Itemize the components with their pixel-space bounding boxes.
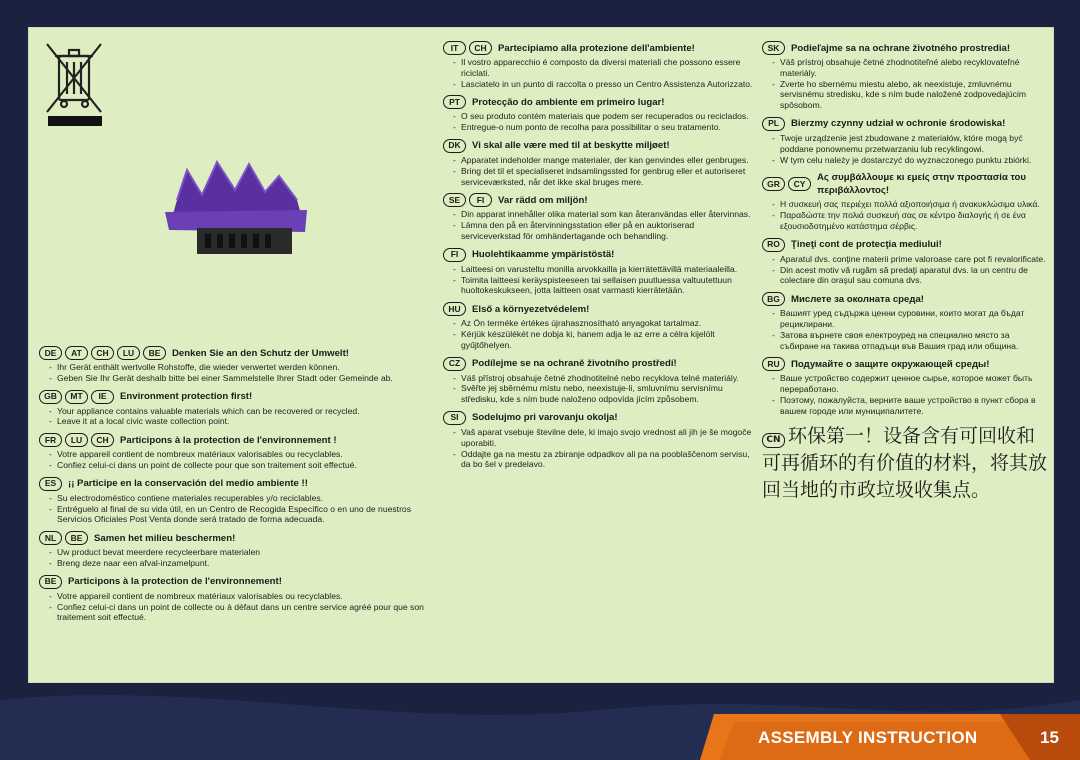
section-title: Ας συμβάλλουμε κι εμείς στην προστασία του περιβάλλοντος! — [817, 172, 1026, 197]
recycling-section — [443, 41, 753, 89]
section-item: - Затова върнете своя електроуред на специално място за събиране на такива отпадъци във Вашия град или община. — [772, 330, 1050, 352]
section-item: - Вашият уред съдържа ценни суровини, които могат да бъдат рециклирани. — [772, 308, 1050, 330]
section-item: - Svěřte jej sběrnému místu nebo, neexistuje-li, smluvnímu servisnímu středisku, kde s ním bude naloženo odpovída jícím způsobem. — [453, 383, 753, 405]
section-item: - Bring det til et specialiseret indsamlingssted for genbrug eller et autoriseret serviceværksted, når det ikke skal bruges mere. — [453, 166, 753, 188]
country-badge: PL — [762, 117, 785, 131]
section-item: - Oddajte ga na mestu za zbiranje odpadkov ali pa na pooblaščenom servisu, da bo šel v predelavo. — [453, 449, 753, 471]
section-item: - Lämna den på en återvinningsstation eller på en auktoriserad serviceverkstad för omhändertagande och behandling. — [453, 220, 753, 242]
section-title: Participons à la protection de l'environnement! — [68, 576, 282, 588]
section-title: Environment protection first! — [120, 391, 253, 403]
country-badge: ES — [39, 477, 62, 491]
section-header — [443, 193, 753, 207]
column-right — [762, 41, 1050, 504]
section-item: - Η συσκευή σας περιέχει πολλά αξιοποιήσιμα ή ανακυκλώσιμα υλικά. — [772, 199, 1050, 210]
section-header — [762, 238, 1050, 252]
recycling-section — [443, 411, 753, 470]
country-badge: CH — [469, 41, 492, 55]
section-header — [443, 139, 753, 153]
section-item: - W tym celu należy je dostarczyć do wyznaczonego punktu zbiórki. — [772, 155, 1050, 166]
section-title: Participons à la protection de l'environnement ! — [120, 434, 337, 446]
section-header — [762, 171, 1050, 197]
section-item: - Entréguelo al final de su vida útil, en un Centro de Recogida Específico o en uno de nuestros Servicios Oficiales Post Venta donde será tratado de forma adecuada. — [49, 504, 439, 526]
country-badge: FI — [443, 248, 466, 262]
country-badge: RO — [762, 238, 785, 252]
section-title: Samen het milieu beschermen! — [94, 532, 236, 544]
country-badge: GR — [762, 177, 785, 191]
country-badge: FI — [469, 193, 492, 207]
section-header — [762, 117, 1050, 131]
section-title: Huolehtikaamme ympäristöstä! — [472, 249, 615, 261]
section-title: Sodelujmo pri varovanju okolja! — [472, 412, 618, 424]
recycling-section — [443, 193, 753, 241]
section-header — [443, 41, 753, 55]
country-badge: MT — [65, 390, 88, 404]
section-item: - Apparatet indeholder mange materialer, der kan genvindes eller genbruges. — [453, 155, 753, 166]
content-panel — [28, 27, 1054, 683]
section-title: Подумайте о защите окружающей среды! — [791, 358, 990, 370]
section-header — [443, 248, 753, 262]
section-item: - Kérjük készülékét ne dobja ki, hanem adja le az erre a célra kijelölt gyűjtőhelyen. — [453, 329, 753, 351]
country-badge: LU — [117, 346, 140, 360]
country-badge: CH — [91, 433, 114, 447]
section-item: - Váš přístroj obsahuje četné zhodnotitelné nebo recyklova telné materiály. — [453, 373, 753, 384]
page-number: 15 — [1040, 728, 1059, 747]
section-header — [39, 433, 439, 447]
recycling-section — [762, 292, 1050, 351]
country-badge: SI — [443, 411, 466, 425]
section-title: ¡¡ Participe en la conservación del medio ambiente !! — [68, 478, 308, 490]
section-title: Denken Sie an den Schutz der Umwelt! — [172, 347, 349, 359]
section-item: - Confiez celui-ci dans un point de collecte ou à défaut dans un centre service agréé pour que son traitement soit effectué. — [49, 602, 439, 624]
section-title: Partecipiamo alla protezione dell'ambiente! — [498, 42, 695, 54]
recycling-section — [443, 302, 753, 350]
section-item: - Din acest motiv vă rugăm să predaţi aparatul dvs. la un centru de colectare din oraşul sau comuna dvs. — [772, 265, 1050, 287]
section-item: - Поэтому, пожалуйста, верните ваше устройство в пункт сбора в вашем городе или муниципалитете. — [772, 395, 1050, 417]
section-header — [39, 346, 439, 360]
section-header — [443, 411, 753, 425]
recycling-section — [762, 117, 1050, 165]
country-badge: CZ — [443, 357, 466, 371]
country-badge: BG — [762, 292, 785, 306]
country-badge: HU — [443, 302, 466, 316]
weee-bar — [48, 116, 102, 126]
section-item: - Laitteesi on varusteltu monilla arvokkailla ja kierrätettävillä materiaaleilla. — [453, 264, 753, 275]
section-item: - Your appliance contains valuable materials which can be recovered or recycled. — [49, 406, 439, 417]
country-badge: IE — [91, 390, 114, 404]
country-badge: AT — [65, 346, 88, 360]
recycling-section — [762, 41, 1050, 111]
country-badge: IT — [443, 41, 466, 55]
recycling-section — [39, 346, 439, 384]
section-title: Ţineţi cont de protecţia mediului! — [791, 239, 942, 251]
section-item: - Lasciatelo in un punto di raccolta o presso un Centro Assistenza Autorizzato. — [453, 79, 753, 90]
section-header — [39, 531, 439, 545]
section-title: Vi skal alle være med til at beskytte miljøet! — [472, 140, 670, 152]
section-item: - Toimita laitteesi keräyspisteeseen tai sellaisen puutluessa valtuutettuun huoltokeskukseen, jotta laitteen osat varmasti kierrätetään. — [453, 275, 753, 297]
cn-text: 环保第一！设备含有可回收和可再循环的有价值的材料，将其放回当地的市政垃圾收集点。 — [762, 424, 1048, 501]
section-item: - Παραδώστε την πολιά συσκευή σας σε κέντρο διαλογής ή σε ένα εξουσιοδοτημένο κατάστημα σέρβις. — [772, 210, 1050, 232]
country-badge: NL — [39, 531, 62, 545]
column-middle — [443, 41, 753, 476]
section-item: - Votre appareil contient de nombreux matériaux valorisables ou recyclables. — [49, 591, 439, 602]
section-item: - Twoje urządzenie jest zbudowane z materiałów, które mogą być poddane ponownemu przetwarzaniu lub recyklingowi. — [772, 133, 1050, 155]
recycling-section — [443, 139, 753, 187]
section-header — [762, 41, 1050, 55]
section-item: - Entregue-o num ponto de recolha para possibilitar o seu tratamento. — [453, 122, 753, 133]
section-title: Var rädd om miljön! — [498, 194, 588, 206]
section-item: - Az Ön terméke értékes újrahasznosítható anyagokat tartalmaz. — [453, 318, 753, 329]
section-title: Podílejme se na ochraně životního prostředí! — [472, 358, 677, 370]
section-item: - Geben Sie Ihr Gerät deshalb bitte bei einer Sammelstelle Ihrer Stadt oder Gemeinde ab. — [49, 373, 439, 384]
section-title: Protecção do ambiente em primeiro lugar! — [472, 96, 665, 108]
section-item: - Il vostro apparecchio é composto da diversi materiali che possono essere riciclati. — [453, 57, 753, 79]
section-item: - Vaš aparat vsebuje številne dele, ki imajo svojo vrednost ali jih je še mogoče uporabiti. — [453, 427, 753, 449]
recycling-section — [762, 238, 1050, 286]
section-item: - Ваше устройство содержит ценное сырье, которое может быть переработано. — [772, 373, 1050, 395]
section-item: - Zverte ho sbernému miestu alebo, ak neexistuje, zmluvnému servisnému stredisku, kde s ním bude naložené zodpovedajúcim spôsobom. — [772, 79, 1050, 111]
section-header — [443, 302, 753, 316]
recycling-section — [39, 531, 439, 569]
weee-bin-icon — [43, 38, 107, 128]
section-item: - Uw product bevat meerdere recycleerbare materialen — [49, 547, 439, 558]
country-badge: SK — [762, 41, 785, 55]
recycling-section — [443, 248, 753, 296]
recycling-section — [443, 357, 753, 405]
section-header — [762, 357, 1050, 371]
country-badge: LU — [65, 433, 88, 447]
country-badge: BE — [143, 346, 166, 360]
section-header — [39, 390, 439, 404]
section-title: Első a környezetvédelem! — [472, 303, 590, 315]
section-header — [39, 477, 439, 491]
section-item: - Votre appareil contient de nombreux matériaux valorisables ou recyclables. — [49, 449, 439, 460]
country-badge: CH — [91, 346, 114, 360]
recycling-section — [443, 95, 753, 133]
section-header — [39, 575, 439, 589]
section-item: - Ihr Gerät enthält wertvolle Rohstoffe, die wieder verwertet werden können. — [49, 362, 439, 373]
country-badge: SE — [443, 193, 466, 207]
country-badge: RU — [762, 357, 785, 371]
section-title: Bierzmy czynny udział w ochronie środowiska! — [791, 118, 1006, 130]
section-title: Podieľajme sa na ochrane životného prostredia! — [791, 42, 1011, 54]
section-item: - Breng deze naar een afval-inzamelpunt. — [49, 558, 439, 569]
country-badge: FR — [39, 433, 62, 447]
recycling-section — [762, 171, 1050, 231]
recycling-section — [762, 357, 1050, 416]
footer-label: ASSEMBLY INSTRUCTION — [758, 728, 978, 747]
section-item: - Din apparat innehåller olika material som kan återanvändas eller återvinnas. — [453, 209, 753, 220]
recycling-section — [39, 575, 439, 623]
country-badge: GB — [39, 390, 62, 404]
section-header — [443, 95, 753, 109]
recycling-section — [39, 390, 439, 428]
cn-section — [762, 423, 1050, 504]
section-title: Мислете за околната среда! — [791, 293, 924, 305]
section-item: - Váš prístroj obsahuje četné zhodnotiteľné alebo recyklovateľné materiály. — [772, 57, 1050, 79]
recycling-section — [39, 477, 439, 525]
section-header — [762, 292, 1050, 306]
column-left — [39, 346, 439, 629]
section-item: - Su electrodoméstico contiene materiales recuperables y/o reciclables. — [49, 493, 439, 504]
country-badge: PT — [443, 95, 466, 109]
country-badge: BE — [65, 531, 88, 545]
section-item: - Confiez celui-ci dans un point de collecte pour que son traitement soit effectué. — [49, 460, 439, 471]
country-badge: CN — [762, 433, 785, 448]
section-header — [443, 357, 753, 371]
country-badge: BE — [39, 575, 62, 589]
section-item: - Leave it at a local civic waste collection point. — [49, 416, 439, 427]
recycling-section — [39, 433, 439, 471]
section-item: - Aparatul dvs. conţine materii prime valoroase care pot fi revalorificate. — [772, 254, 1050, 265]
country-badge: CY — [788, 177, 811, 191]
country-badge: DE — [39, 346, 62, 360]
product-image — [147, 140, 317, 260]
section-item: - O seu produto contém materiais que podem ser recuperados ou reciclados. — [453, 111, 753, 122]
country-badge: DK — [443, 139, 466, 153]
